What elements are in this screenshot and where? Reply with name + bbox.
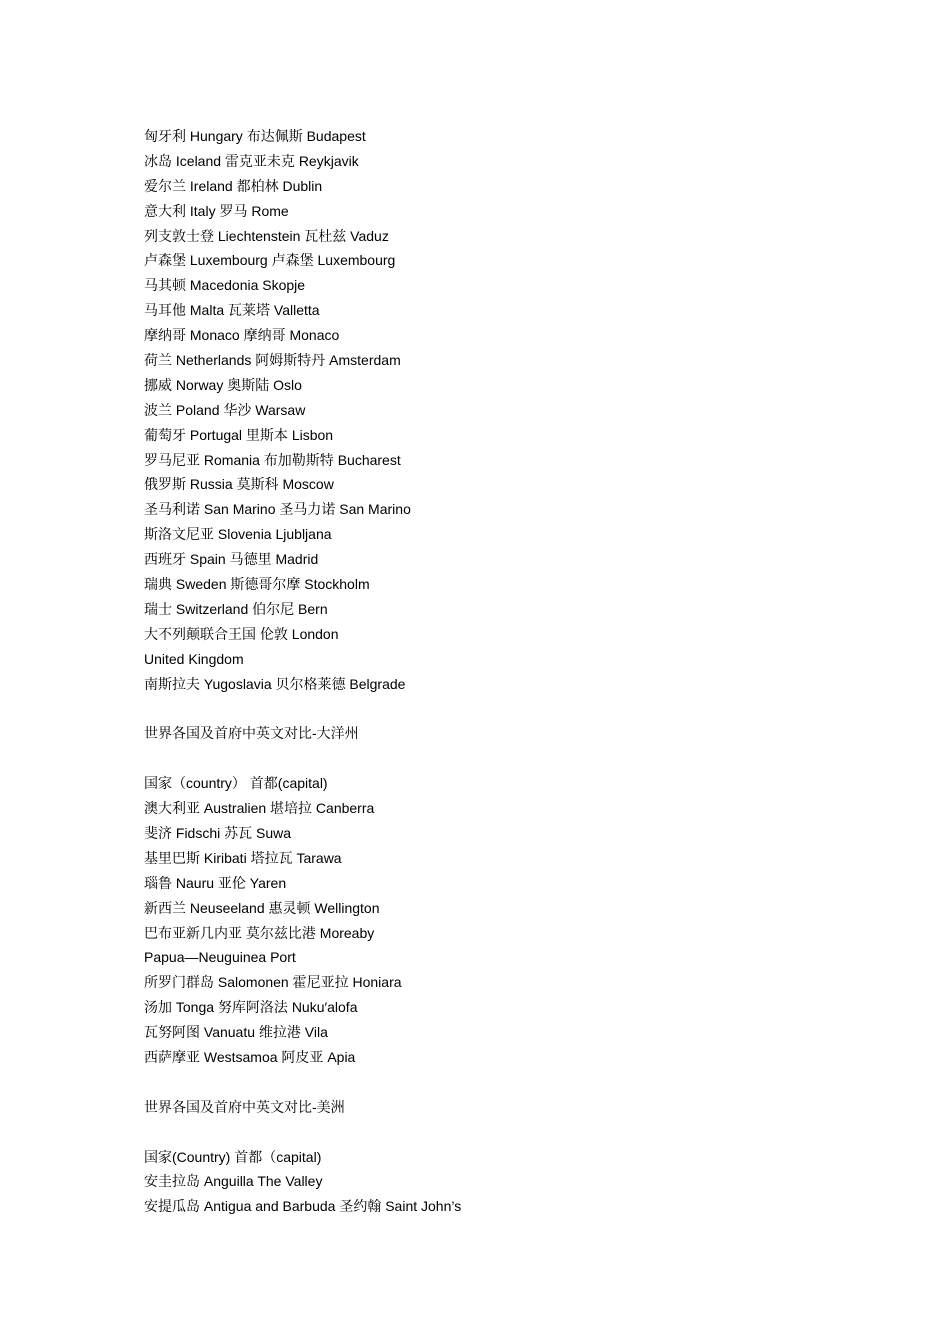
text-line: 大不列颠联合王国 伦敦 London xyxy=(144,625,339,642)
text-line: 西班牙 Spain 马德里 Madrid xyxy=(144,551,319,568)
document-page xyxy=(144,124,904,1219)
blank-line xyxy=(144,1120,904,1145)
blank-line xyxy=(144,696,904,721)
text-line: 摩纳哥 Monaco 摩纳哥 Monaco xyxy=(144,327,340,344)
text-line: 南斯拉夫 Yugoslavia 贝尔格莱德 Belgrade xyxy=(144,675,406,692)
text-line: 国家(Country) 首都（capital) xyxy=(144,1148,322,1165)
section-heading: 世界各国及首府中英文对比-大洋州 xyxy=(144,725,359,742)
text-line: 圣马利诺 San Marino 圣马力诺 San Marino xyxy=(144,501,411,518)
text-line: 马其顿 Macedonia Skopje xyxy=(144,277,306,294)
text-line: 罗马尼亚 Romania 布加勒斯特 Bucharest xyxy=(144,451,401,468)
blank-line xyxy=(144,746,904,771)
text-line: Papua—Neuguinea Port xyxy=(144,949,296,966)
text-line: 挪威 Norway 奥斯陆 Oslo xyxy=(144,376,302,393)
text-line: 巴布亚新几内亚 莫尔兹比港 Moreaby xyxy=(144,924,375,941)
text-line: 匈牙利 Hungary 布达佩斯 Budapest xyxy=(144,128,366,144)
text-line: 瑙鲁 Nauru 亚伦 Yaren xyxy=(144,874,287,891)
text-line: 冰岛 Iceland 雷克亚未克 Reykjavik xyxy=(144,152,359,169)
text-line: 斯洛文尼亚 Slovenia Ljubljana xyxy=(144,526,332,543)
text-line: 卢森堡 Luxembourg 卢森堡 Luxembourg xyxy=(144,252,396,269)
text-line: 瓦努阿图 Vanuatu 维拉港 Vila xyxy=(144,1024,328,1041)
text-line: 斐济 Fidschi 苏瓦 Suwa xyxy=(144,824,292,841)
text-line: 葡萄牙 Portugal 里斯本 Lisbon xyxy=(144,426,334,443)
text-line: 新西兰 Neuseeland 惠灵顿 Wellington xyxy=(144,899,380,916)
text-line: 安圭拉岛 Anguilla The Valley xyxy=(144,1173,323,1190)
text-line: 西萨摩亚 Westsamoa 阿皮亚 Apia xyxy=(144,1048,356,1065)
text-line: 安提瓜岛 Antigua and Barbuda 圣约翰 Saint John’s xyxy=(144,1198,462,1215)
text-line: 爱尔兰 Ireland 都柏林 Dublin xyxy=(144,177,323,194)
text-line: 所罗门群岛 Salomonen 霍尼亚拉 Honiara xyxy=(144,974,402,991)
text-line: 意大利 Italy 罗马 Rome xyxy=(144,202,289,219)
text-line: 澳大利亚 Australien 堪培拉 Canberra xyxy=(144,800,375,817)
section-heading: 世界各国及首府中英文对比-美洲 xyxy=(144,1098,345,1115)
text-line: 瑞典 Sweden 斯德哥尔摩 Stockholm xyxy=(144,576,370,593)
text-line: 俄罗斯 Russia 莫斯科 Moscow xyxy=(144,476,334,493)
text-line: 波兰 Poland 华沙 Warsaw xyxy=(144,401,306,418)
text-line: 瑞士 Switzerland 伯尔尼 Bern xyxy=(144,600,328,617)
text-line: 列支敦士登 Liechtenstein 瓦杜兹 Vaduz xyxy=(144,227,389,244)
blank-line xyxy=(144,1070,904,1095)
text-line: 马耳他 Malta 瓦莱塔 Valletta xyxy=(144,302,320,319)
text-line: 荷兰 Netherlands 阿姆斯特丹 Amsterdam xyxy=(144,352,401,369)
text-line: 国家（country） 首都(capital) xyxy=(144,775,328,792)
text-line: United Kingdom xyxy=(144,650,244,667)
text-line: 汤加 Tonga 努库阿洛法 Nuku′alofa xyxy=(144,999,358,1016)
text-line: 基里巴斯 Kiribati 塔拉瓦 Tarawa xyxy=(144,849,342,866)
